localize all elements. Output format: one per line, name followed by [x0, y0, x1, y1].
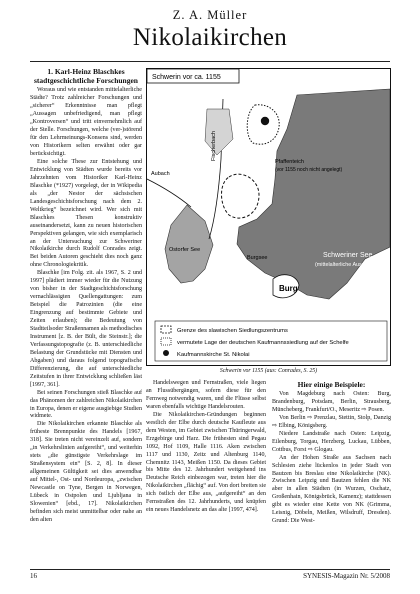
- middle-column: [146, 380, 266, 515]
- paragraph-4: Bei seinen Forschungen stieß Blaschke auf das Phänomen der zahlreichen Nikolaikirchen in Europa, denen er eigene ausgiebige Studien widmete.: [30, 389, 142, 420]
- pfaffenteich-label: Pfaffenteich: [275, 159, 304, 165]
- examples-paragraph-4: An der Hohen Straße aus Sachsen nach Schlesien ziehe lückenlos in jeder Stadt von Bautzen bis Breslau eine Nikolaikirche (NK). Zwischen Leipzig und Bautzen fehlen die NK aber in allen Städten (in Wurzen, Oschatz, Großenhain, Königsbrück, Kamenz); stattdessen gibt es wieder eine Kette von NK (Grimma, Leisnig, Döbeln, Meißen, Wilsdruff, Dresden). Grund: Die West-: [272, 454, 391, 525]
- schweriner-see-note: (mittelalterliche Ausdehnung): [315, 262, 385, 268]
- paragraph-1: Woraus und wie entstanden mittelalterliche Städte? Trotz zahlreicher Forschungen und „sicherer“ Erkenntnisse man pflegt „Aussagen unbefriedigend, man pflegt „Kontroversen“ und tritt einvernehmlich auf der Stelle. Forschungen, welche (ver-)störend für den Lehrmeinungs-Konsens sind, werden von Historikern selten erwähnt oder gar berücksichtigt.: [30, 87, 142, 158]
- fischerbach-label: Fischerbach: [211, 131, 217, 161]
- burg-label: Burg: [279, 284, 298, 293]
- legend-item-1: Grenze des slawischen Siedlungszentrums: [177, 328, 288, 334]
- right-column: [272, 380, 391, 526]
- st-nikolai-marker: [261, 117, 269, 125]
- author-name: Z. A. Müller: [172, 8, 248, 22]
- examples-paragraph-1: Von Magdeburg nach Osten: Burg, Brandenburg, Potsdam, Berlin, Strausberg, Müncheberg, Frankfurt/O., Meseritz ⇨ Posen.: [272, 391, 391, 413]
- middle-paragraph-2: Die Nikolaikirchen-Gründungen beginnen westlich der Elbe durch deutsche Kaufleute aus dem Westen, im Gebiet zwischen Thüringerwald, Erzgebirge und Harz. Die frühesten sind Pegau 1092, Hof 1109, Halle 1116. Aken zwischen 1117 und 1130, Zeitz und Altenburg 1140, Chemnitz 1143, Meißen 1150. Da dieses Gebiet bis Mitte des 12. Jahrhundert weitgehend ins Deutsche Reich einbezogen war, treten hier die Nikolaikirchen „flächig“ auf. Von dort breiten sie sich östlich der Elbe aus, „aufgereiht“ an den Fernstraßen des 12. Jahrhunderts, und knüpfen ein neues Handelsnetz an das alte [1997, 474].: [146, 411, 266, 514]
- examples-heading: Hier einige Beispiele:: [297, 380, 366, 389]
- aubach-label: Aubach: [151, 171, 170, 177]
- magazine-issue: SYNESIS-Magazin Nr. 5/2008: [303, 572, 390, 580]
- burgsee-label: Burgsee: [247, 255, 268, 261]
- map-title: Schwerin vor ca. 1155: [152, 74, 221, 81]
- paragraph-5: Die Nikolaikirchen erkannte Blaschke als früheste Brennpunkte des Handels [1967, 318]. Sie treten nicht vereinzelt auf, sondern „in Verkehrslinien aufgereiht“, und weiterhin stets „die günstigste Verkehrslage im Straßensystem ein“ [S. 2, 8]. In dieser allgemeinen Gültigkeit sei dies anwendbar auf Mittel-, Ost- und Nordeuropa, „zwischen Newcastle on Tyne, Bergen in Norwegen, Lübeck in Ostpolen und Ljubljana in Slowenien“ [ebd., 17]. Nikolaikirchen befinden sich meist unmittelbar oder nahe an den alten: [30, 421, 142, 523]
- top-rule: [30, 61, 390, 62]
- left-column: [30, 67, 142, 525]
- legend-item-3: Kaufmannskirche St. Nikolai: [177, 352, 250, 358]
- map-figure: [147, 69, 390, 365]
- pfaffenteich-note: (vor 1155 noch nicht angelegt): [275, 167, 343, 173]
- schwerin-map: [146, 68, 391, 366]
- middle-paragraph-1: Handelswegen und Fernstraßen, viele liegen an Flussübergängen, sofern diese für den Fernweg notwendig waren, und die Flüsse selbst waren ebenfalls wichtige Handelsrouten.: [146, 380, 266, 410]
- schweriner-see-label: Schweriner See: [323, 252, 373, 259]
- article-title: Nikolaikirchen: [132, 24, 288, 51]
- page-number: 16: [30, 572, 37, 580]
- ostorfer-see-label: Ostorfer See: [169, 247, 201, 253]
- examples-paragraph-2: Von Berlin ⇨ Prenzlau, Stettin, Stolp, Danzig ⇨ Elbing, Königsberg.: [272, 414, 391, 429]
- section-heading: 1. Karl-Heinz Blaschkes stadtgeschichtliche Forschungen: [34, 67, 138, 86]
- legend-church-swatch: [163, 350, 169, 356]
- map-caption: Schwerin vor 1155 (aus: Conrades, S. 25): [219, 368, 318, 374]
- legend-item-2: vermutete Lage der deutschen Kaufmannssiedlung auf der Schelfe: [177, 340, 349, 346]
- paragraph-2: Eine solche These zur Entstehung und Entwicklung von Städten wurde bereits vor Jahrzehnten vom Historiker Karl-Heinz Blaschke (*1927) vorgelegt, der in Wikipedia als „der Nestor der sächsischen Landesgeschichtsforschung nach dem 2. Weltkrieg“ bezeichnet wird. Wer sich mit Blaschkes Thesen konstruktiv auseinandersetzt, kann zu neuen historischen Perspektiven gelangen, wie sich exemplarisch an der Untersuchung zur Schweriner Nikolaikirche durch Rudolf Conrades zeigt. Bei beiden Autoren geschieht dies noch ganz ohne Chronologiekritik.: [30, 158, 142, 269]
- bottom-rule: [30, 569, 390, 570]
- paragraph-3: Blaschke [im Folg. zit. als 1967, S. 2 und 1997] plädiert immer wieder für die Nutzung von bisher in der Stadtgeschichtsforschung vernachlässigten Quellengattungen: zum Beispiel die Patrozinien (die eine Eingrenzung auf bestimmte Gebiete und Zeiten erlauben); die Bedeutung von Stadtteilsoder Straßennamen als methodisches Instrument [z. B. der Bült, die Steinstr.]; die Verfassungstopografie (z. B. unterschiedliche Belastung der Grundstücke mit Diensten und Abgaben) und daraus folgend topografische Differenzierung, die auf unterschiedliche Zeitstufen in ihrer Entwicklung schließen läst [1997, 361].: [30, 270, 143, 388]
- examples-paragraph-3: Niedere Landstraße nach Osten: Leipzig, Eilenburg, Torgau, Herzberg, Luckau, Lübben, Cottbus, Forst ⇨ Glogau.: [272, 430, 391, 453]
